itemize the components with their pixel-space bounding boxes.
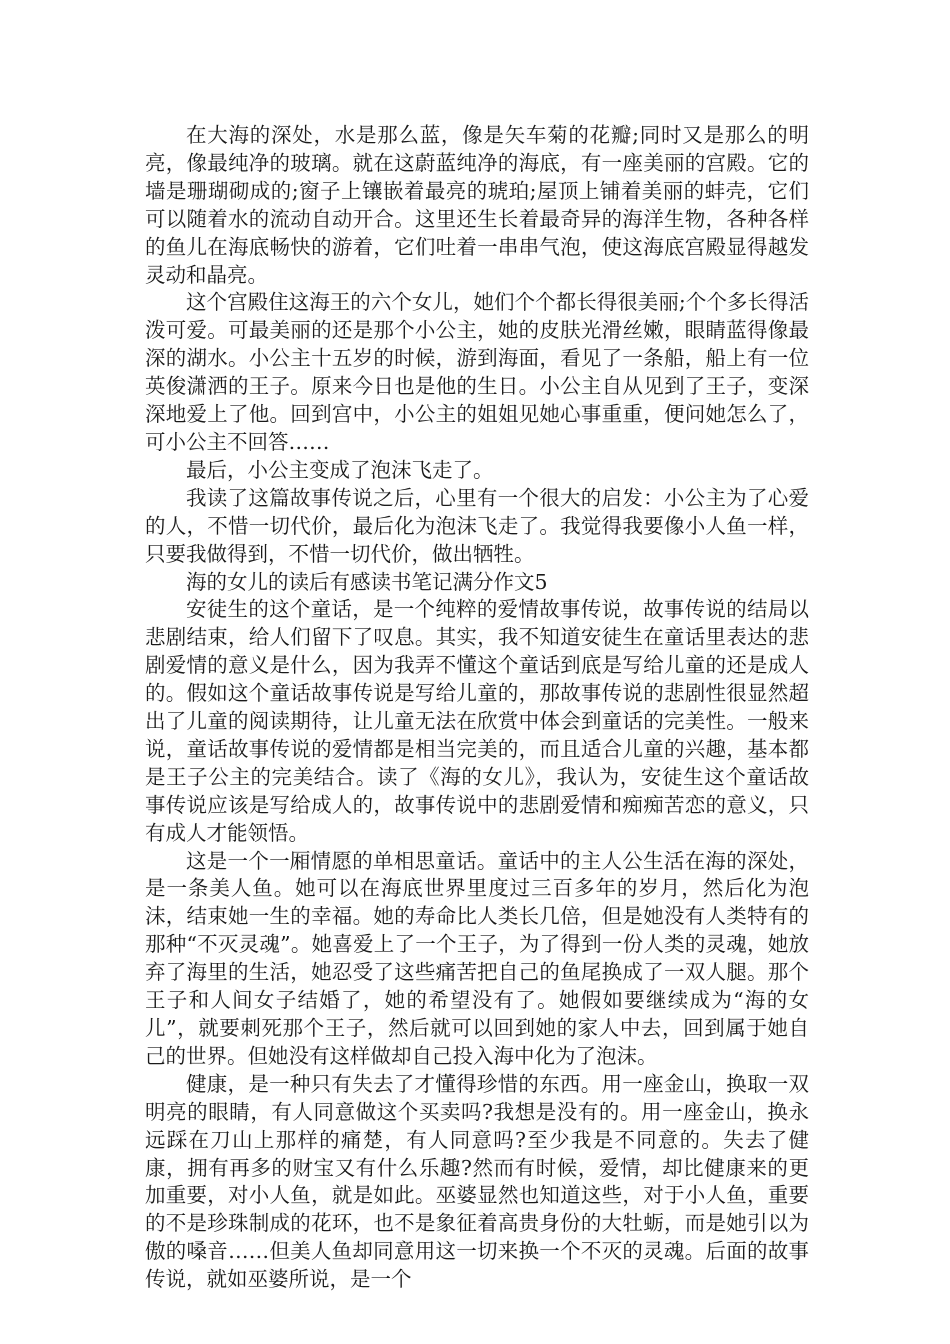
paragraph-unrequited: 这是一个一厢情愿的单相思童话。童话中的主人公生活在海的深处，是一条美人鱼。她可以在海底世界里度过三百多年的岁月，然后化为泡沫，结束她一生的幸福。她的寿命比人类长几倍，但是她没有人类特有的那种“不灭灵魂”。她喜爱上了一个王子，为了得到一份人类的灵魂，她放弃了海里的生活，她忍受了这些痛苦把自己的鱼尾换成了一双人腿。那个王子和人间女子结婚了，她的希望没有了。她假如要继续成为“海的女儿”，就要刺死那个王子，然后就可以回到她的家人中去，回到属于她自己的世界。但她没有这样做却自己投入海中化为了泡沫。 [145,848,809,1068]
section-heading: 海的女儿的读后有感读书笔记满分作文5 [186,569,548,594]
paragraph-ending: 最后，小公主变成了泡沫飞走了。 [186,457,494,482]
paragraph-reflection: 我读了这篇故事传说之后，心里有一个很大的启发：小公主为了心爱的人，不惜一切代价，最后化为泡沫飞走了。我觉得我要像小人鱼一样，只要我做得到，不惜一切代价，做出牺牲。 [145,485,809,566]
document-body [145,122,809,1294]
paragraph-andersen: 安徒生的这个童话，是一个纯粹的爱情故事传说，故事传说的结局以悲剧结束，给人们留下了叹息。其实，我不知道安徒生在童话里表达的悲剧爱情的意义是什么，因为我弄不懂这个童话到底是写给儿童的还是成人的。假如这个童话故事传说是写给儿童的，那故事传说的悲剧性很显然超出了儿童的阅读期待，让儿童无法在欣赏中体会到童话的完美性。一般来说，童话故事传说的爱情都是相当完美的，而且适合儿童的兴趣，基本都是王子公主的完美结合。读了《海的女儿》，我认为，安徒生这个童话故事传说应该是写给成人的，故事传说中的悲剧爱情和痴痴苦恋的意义，只有成人才能领悟。 [145,597,809,845]
paragraph-health: 健康，是一种只有失去了才懂得珍惜的东西。用一座金山，换取一双明亮的眼睛，有人同意做这个买卖吗?我想是没有的。用一座金山，换永远踩在刀山上那样的痛楚，有人同意吗?至少我是不同意的。失去了健康，拥有再多的财宝又有什么乐趣?然而有时候，爱情，却比健康来的更加重要，对小人鱼，就是如此。巫婆显然也知道这些，对于小人鱼，重要的不是珍珠制成的花环，也不是象征着高贵身份的大牡蛎，而是她引以为傲的嗓音……但美人鱼却同意用这一切来换一个不灭的灵魂。后面的故事传说，就如巫婆所说，是一个 [145,1071,809,1292]
paragraph-princess: 这个宫殿住这海王的六个女儿，她们个个都长得很美丽;个个多长得活泼可爱。可最美丽的还是那个小公主，她的皮肤光滑丝嫩，眼睛蓝得像最深的湖水。小公主十五岁的时候，游到海面，看见了一条船，船上有一位英俊潇洒的王子。原来今日也是他的生日。小公主自从见到了王子，变深深地爱上了他。回到宫中，小公主的姐姐见她心事重重，便问她怎么了，可小公主不回答…… [145,290,809,454]
paragraph-palace: 在大海的深处，水是那么蓝，像是矢车菊的花瓣;同时又是那么的明亮，像最纯净的玻璃。就在这蔚蓝纯净的海底，有一座美丽的宫殿。它的墙是珊瑚砌成的;窗子上镶嵌着最亮的琥珀;屋顶上铺着美丽的蚌壳，它们可以随着水的流动自动开合。这里还生长着最奇异的海洋生物，各种各样的鱼儿在海底畅快的游着，它们吐着一串串气泡，使这海底宫殿显得越发灵动和晶亮。 [145,123,809,287]
